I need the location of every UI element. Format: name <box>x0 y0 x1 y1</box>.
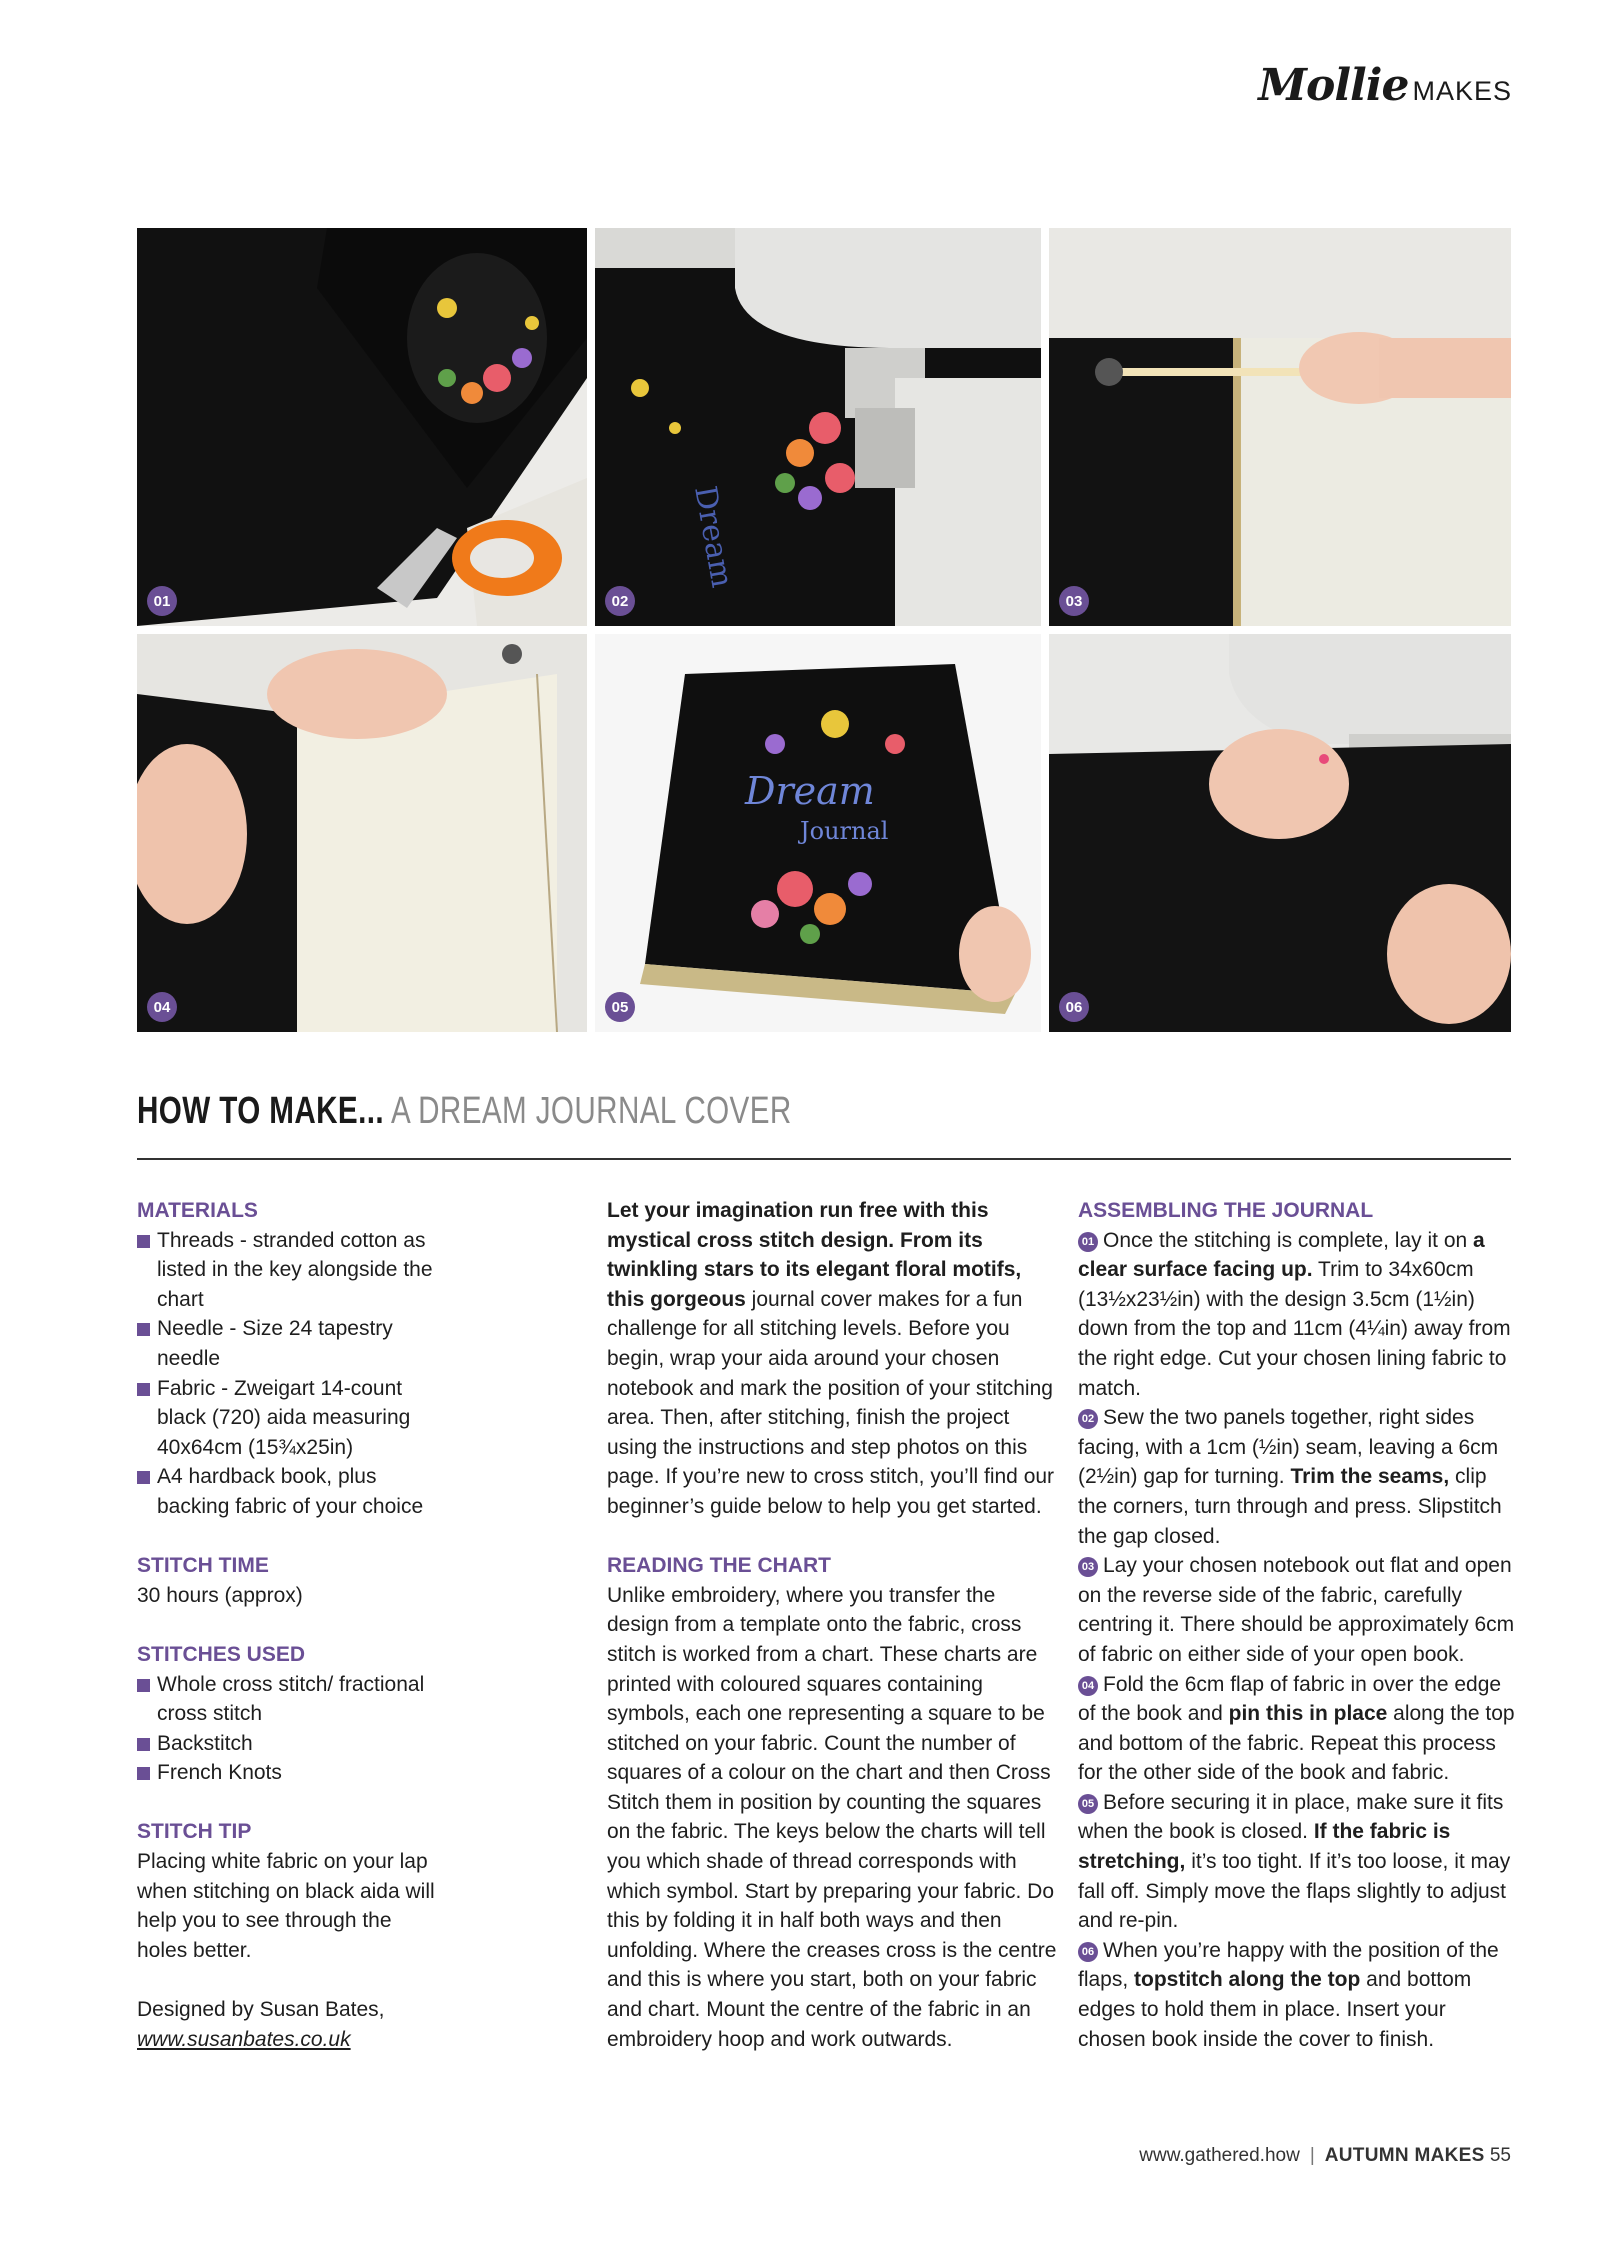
footer-separator: | <box>1309 2145 1315 2166</box>
materials-item: Threads - stranded cotton as listed in the key alongside the chart <box>137 1226 437 1315</box>
sidebar-column <box>137 1196 437 2054</box>
step-badge-01: 01 <box>147 586 177 616</box>
intro-body: journal cover makes for a fun challenge for all stitching levels. Before you begin, wrap your aida around your chosen notebook and mark the position of your stitching area. Then, after stitching, finish the project using the instructions and step photos on this page. If you’re new to cross stitch, you’ll find our beginner’s guide below to help you get started. <box>607 1287 1055 1518</box>
step-text-bold: topstitch along the top <box>1134 1968 1361 1992</box>
step-text: Once the stitching is complete, lay it on <box>1103 1228 1474 1252</box>
step-text: it’s too tight. If it’s too loose, it may fall off. Simply move the flaps slightly to adjust and re-pin. <box>1078 1850 1511 1933</box>
stitches-used-heading: STITCHES USED <box>137 1642 306 1666</box>
materials-item: A4 hardback book, plus backing fabric of your choice <box>137 1462 437 1521</box>
step-text: Before securing it in place, make sure it fits when the book is closed. <box>1078 1790 1504 1844</box>
reading-chart-heading: READING THE CHART <box>607 1554 831 1578</box>
step-text: Trim to 34x60cm (13½x23½in) with the design 3.5cm (1½in) down from the top and 11cm (4¼in) away from the right edge. Cut your chosen lining fabric to match. <box>1078 1258 1511 1400</box>
masthead <box>1258 60 1512 111</box>
materials-heading: MATERIALS <box>137 1199 258 1222</box>
step-badge-02: 02 <box>605 586 635 616</box>
heading-divider <box>137 1158 1511 1160</box>
step-text-bold: a clear surface facing up. <box>1078 1228 1485 1282</box>
assembly-step <box>1078 1788 1518 1936</box>
step-badge-03: 03 <box>1059 586 1089 616</box>
step-photo-03 <box>1049 228 1511 626</box>
step-badge-06: 06 <box>1059 992 1089 1022</box>
step-text: along the top and bottom of the fabric. Repeat this process for the other side of the book and fabric. <box>1078 1702 1515 1785</box>
stitch-tip-heading: STITCH TIP <box>137 1820 252 1844</box>
materials-item: Fabric - Zweigart 14-count black (720) aida measuring 40x64cm (15¾x25in) <box>137 1374 437 1463</box>
page-number: 55 <box>1489 2145 1511 2166</box>
assembly-step <box>1078 1226 1518 1404</box>
reading-chart-text: Unlike embroidery, where you transfer the design from a template onto the fabric, cross stitch is worked from a chart. These charts are printed with coloured squares containing symbols, each one representing a square to be stitched on your fabric. Count the number of squares of a colour on the chart and then Cross Stitch them in position by counting the squares on the fabric. The keys below the charts will tell you which shade of thread corresponds with which symbol. Start by preparing your fabric. Do this by folding it in half both ways and then unfolding. Where the creases cross is the centre and this is where you start, both on your fabric and chart. Mount the centre of the fabric in an embroidery hoop and work outwards. <box>607 1583 1057 2051</box>
step-badge-04: 04 <box>147 992 177 1022</box>
stitch-tip-text: Placing white fabric on your lap when stitching on black aida will help you to see through the holes better. <box>137 1850 435 1962</box>
stitch-time-heading: STITCH TIME <box>137 1554 269 1578</box>
assembly-step <box>1078 1403 1518 1551</box>
svg-text:Dream: Dream <box>745 769 875 813</box>
footer-magazine: AUTUMN MAKES <box>1324 2145 1485 2166</box>
step-text-bold: pin this in place <box>1228 1702 1388 1726</box>
intro-column <box>607 1196 1057 2054</box>
assembly-step <box>1078 1936 1518 2054</box>
assembly-step <box>1078 1551 1518 1669</box>
step-photo-04 <box>137 634 587 1032</box>
step-text: clip the corners, turn through and press. Slipstitch the gap closed. <box>1078 1465 1502 1548</box>
assembling-heading: ASSEMBLING THE JOURNAL <box>1078 1199 1374 1222</box>
stitches-used-item: Whole cross stitch/ fractional cross stitch <box>137 1670 437 1729</box>
page-title-bold: HOW TO MAKE... <box>137 1090 384 1132</box>
step-text: When you’re happy with the position of the flaps, <box>1078 1938 1499 1992</box>
svg-text:Dream: Dream <box>687 483 740 591</box>
step-text: Sew the two panels together, right sides facing, with a 1cm (½in) seam, leaving a 6cm (2½in) gap for turning. <box>1078 1406 1499 1489</box>
step-text: and bottom edges to hold them in place. Insert your chosen book inside the cover to finish. <box>1078 1968 1472 2051</box>
page-title-light: A DREAM JOURNAL COVER <box>383 1090 792 1132</box>
step-text-bold: Trim the seams, <box>1290 1465 1450 1489</box>
step-text: Fold the 6cm flap of fabric in over the edge of the book and <box>1078 1672 1502 1726</box>
designer-credit: Designed by Susan Bates, <box>137 1998 385 2022</box>
masthead-logo-script: Mollie <box>1258 60 1409 111</box>
page-footer <box>1139 2145 1511 2167</box>
step-number-icon: 06 <box>1078 1942 1098 1962</box>
materials-item: Needle - Size 24 tapestry needle <box>137 1314 437 1373</box>
step-number-icon: 03 <box>1078 1557 1098 1577</box>
step-photo-06 <box>1049 634 1511 1032</box>
designer-website-link[interactable]: www.susanbates.co.uk <box>137 2027 351 2051</box>
footer-url[interactable]: www.gathered.how <box>1139 2145 1300 2166</box>
intro-paragraph <box>607 1196 1057 1522</box>
assembly-step <box>1078 1670 1518 1788</box>
stitch-time-value: 30 hours (approx) <box>137 1583 303 1607</box>
step-photo-05 <box>595 634 1041 1032</box>
intro-lede: Let your imagination run free with this mystical cross stitch design. From its twinkling stars to its elegant floral motifs, this gorgeous <box>607 1199 1022 1311</box>
step-badge-05: 05 <box>605 992 635 1022</box>
step-number-icon: 05 <box>1078 1794 1098 1814</box>
page-title <box>137 1090 792 1133</box>
stitches-used-item: French Knots <box>137 1758 437 1788</box>
step-text-bold: If the fabric is stretching, <box>1078 1820 1451 1874</box>
step-text: Lay your chosen notebook out flat and open on the reverse side of the fabric, carefully centring it. There should be approximately 6cm of fabric on either side of your open book. <box>1078 1554 1515 1666</box>
assembly-column <box>1078 1196 1518 2054</box>
step-photo-01 <box>137 228 587 626</box>
step-number-icon: 04 <box>1078 1676 1098 1696</box>
step-number-icon: 02 <box>1078 1409 1098 1429</box>
step-photo-02 <box>595 228 1041 626</box>
stitches-used-item: Backstitch <box>137 1729 437 1759</box>
step-number-icon: 01 <box>1078 1232 1098 1252</box>
svg-text:Journal: Journal <box>800 817 889 845</box>
masthead-logo-makes: MAKES <box>1412 76 1512 106</box>
